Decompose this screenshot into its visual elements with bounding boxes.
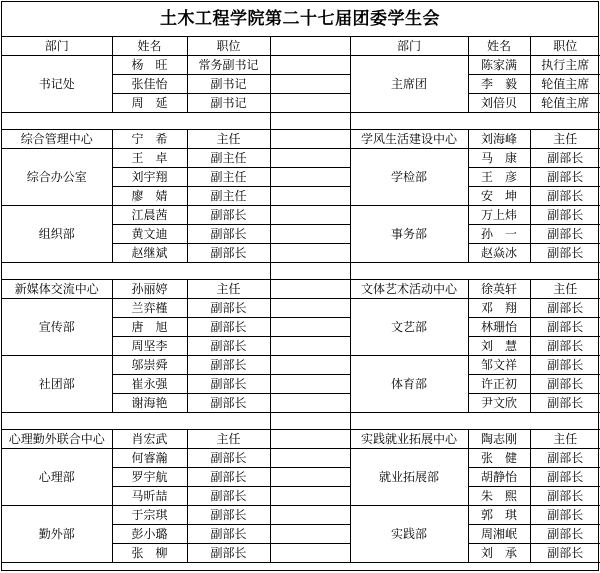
- member-name: 刘倍贝: [468, 94, 530, 113]
- member-name: 何睿瀚: [112, 449, 187, 468]
- column-gap: [270, 149, 350, 168]
- spacer-cell: [2, 413, 270, 430]
- dept-name: 事务部: [350, 206, 468, 263]
- column-gap: [270, 94, 350, 113]
- member-name: 陶志刚: [468, 430, 530, 449]
- member-position: 主任: [187, 130, 270, 149]
- member-name: 张佳怡: [112, 75, 187, 94]
- spacer-cell: [350, 263, 600, 280]
- dept-name: 书记处: [2, 56, 112, 113]
- member-name: 刘海峰: [468, 130, 530, 149]
- column-gap: [270, 375, 350, 394]
- column-gap: [270, 318, 350, 337]
- member-name: 孙丽婷: [112, 280, 187, 299]
- member-name: 崔永强: [112, 375, 187, 394]
- dept-name: 组织部: [2, 206, 112, 263]
- dept-name: 勤外部: [2, 506, 112, 563]
- dept-name: 实践部: [350, 506, 468, 563]
- member-position: 副部长: [187, 225, 270, 244]
- spacer-cell: [350, 113, 600, 130]
- member-position: 常务副书记: [187, 56, 270, 75]
- member-position: 副部长: [530, 449, 600, 468]
- column-gap: [270, 113, 350, 130]
- member-position: 副部长: [530, 375, 600, 394]
- member-position: 副部长: [530, 149, 600, 168]
- member-name: 陈家满: [468, 56, 530, 75]
- member-name: 孙 一: [468, 225, 530, 244]
- header-dept: 部门: [2, 37, 112, 56]
- spacer-cell: [2, 113, 270, 130]
- member-name: 安 坤: [468, 187, 530, 206]
- table-row: [2, 356, 600, 375]
- member-name: 彭小璐: [112, 525, 187, 544]
- roster-sheet: [1, 1, 599, 571]
- column-gap: [270, 75, 350, 94]
- member-name: 张 健: [468, 449, 530, 468]
- column-gap: [270, 487, 350, 506]
- column-gap: [270, 130, 350, 149]
- member-position: 副主任: [187, 187, 270, 206]
- header-row: [2, 37, 600, 56]
- column-gap: [270, 244, 350, 263]
- member-position: 副部长: [530, 394, 600, 413]
- dept-name: 宣传部: [2, 299, 112, 356]
- member-position: 副部长: [187, 356, 270, 375]
- member-name: 唐 旭: [112, 318, 187, 337]
- header-name: 姓名: [112, 37, 187, 56]
- member-position: 副部长: [187, 394, 270, 413]
- member-position: 副部长: [530, 356, 600, 375]
- member-name: 谢海艳: [112, 394, 187, 413]
- member-name: 徐英轩: [468, 280, 530, 299]
- member-name: 许正初: [468, 375, 530, 394]
- member-name: 万上炜: [468, 206, 530, 225]
- member-position: 副部长: [187, 318, 270, 337]
- member-name: 林珊怡: [468, 318, 530, 337]
- spacer-cell: [350, 413, 600, 430]
- column-gap: [270, 37, 350, 56]
- member-position: 副书记: [187, 75, 270, 94]
- member-position: 主任: [187, 430, 270, 449]
- table-row: [2, 449, 600, 468]
- member-position: 副部长: [530, 337, 600, 356]
- member-position: 副部长: [187, 468, 270, 487]
- column-gap: [270, 56, 350, 75]
- member-position: 副部长: [187, 449, 270, 468]
- member-name: 马 康: [468, 149, 530, 168]
- table-row: [2, 280, 600, 299]
- member-name: 周湘岷: [468, 525, 530, 544]
- header-name: 姓名: [468, 37, 530, 56]
- member-name: 尹文欣: [468, 394, 530, 413]
- dept-name: 综合办公室: [2, 149, 112, 206]
- dept-name: 主席团: [350, 56, 468, 113]
- member-name: 郭 琪: [468, 506, 530, 525]
- column-gap: [270, 280, 350, 299]
- member-name: 邹文祥: [468, 356, 530, 375]
- member-position: 执行主席: [530, 56, 600, 75]
- header-position: 职位: [530, 37, 600, 56]
- center-name: 新媒体交流中心: [2, 280, 112, 299]
- column-gap: [270, 394, 350, 413]
- member-name: 廖 婧: [112, 187, 187, 206]
- member-position: 副部长: [187, 544, 270, 563]
- column-gap: [270, 263, 350, 280]
- member-position: 副部长: [530, 544, 600, 563]
- dept-name: 社团部: [2, 356, 112, 413]
- column-gap: [270, 430, 350, 449]
- member-position: 副部长: [530, 206, 600, 225]
- center-name: 文体艺术活动中心: [350, 280, 468, 299]
- center-name: 学风生活建设中心: [350, 130, 468, 149]
- table-row: [2, 56, 600, 75]
- member-position: 副主任: [187, 168, 270, 187]
- dept-name: 学检部: [350, 149, 468, 206]
- roster-table: [2, 37, 600, 563]
- center-name: 心理勤外联合中心: [2, 430, 112, 449]
- member-position: 副部长: [530, 299, 600, 318]
- header-dept: 部门: [350, 37, 468, 56]
- column-gap: [270, 206, 350, 225]
- table-row: [2, 430, 600, 449]
- member-position: 主任: [187, 280, 270, 299]
- column-gap: [270, 225, 350, 244]
- member-name: 刘 承: [468, 544, 530, 563]
- member-name: 宁 希: [112, 130, 187, 149]
- member-name: 马昕喆: [112, 487, 187, 506]
- spacer-cell: [2, 263, 270, 280]
- member-position: 轮值主席: [530, 75, 600, 94]
- member-position: 轮值主席: [530, 94, 600, 113]
- member-name: 邓 翔: [468, 299, 530, 318]
- member-name: 罗宇航: [112, 468, 187, 487]
- spacer-row: [2, 113, 600, 130]
- member-position: 副部长: [187, 375, 270, 394]
- member-name: 邬崇舜: [112, 356, 187, 375]
- member-position: 副部长: [530, 525, 600, 544]
- spacer-row: [2, 413, 600, 430]
- member-position: 副部长: [187, 525, 270, 544]
- column-gap: [270, 356, 350, 375]
- member-position: 副主任: [187, 149, 270, 168]
- member-position: 副部长: [530, 468, 600, 487]
- member-position: 副部长: [187, 337, 270, 356]
- member-name: 周 延: [112, 94, 187, 113]
- member-position: 主任: [530, 130, 600, 149]
- spacer-row: [2, 263, 600, 280]
- member-name: 胡静怡: [468, 468, 530, 487]
- member-position: 主任: [530, 430, 600, 449]
- member-position: 副部长: [530, 225, 600, 244]
- column-gap: [270, 299, 350, 318]
- member-name: 刘 慧: [468, 337, 530, 356]
- member-position: 副部长: [187, 487, 270, 506]
- member-position: 副部长: [530, 244, 600, 263]
- table-row: [2, 149, 600, 168]
- member-name: 王 卓: [112, 149, 187, 168]
- member-position: 副部长: [187, 244, 270, 263]
- member-position: 副部长: [187, 299, 270, 318]
- member-position: 副部长: [530, 506, 600, 525]
- member-name: 周坚李: [112, 337, 187, 356]
- member-name: 江晨茜: [112, 206, 187, 225]
- column-gap: [270, 337, 350, 356]
- column-gap: [270, 413, 350, 430]
- member-position: 副书记: [187, 94, 270, 113]
- member-name: 赵继斌: [112, 244, 187, 263]
- member-name: 于宗琪: [112, 506, 187, 525]
- page-title: 土木工程学院第二十七届团委学生会: [2, 2, 598, 37]
- member-name: 刘宇翔: [112, 168, 187, 187]
- member-name: 杨 旺: [112, 56, 187, 75]
- column-gap: [270, 449, 350, 468]
- member-position: 副部长: [187, 506, 270, 525]
- member-name: 张 柳: [112, 544, 187, 563]
- member-position: 主任: [530, 280, 600, 299]
- table-row: [2, 506, 600, 525]
- member-position: 副部长: [530, 487, 600, 506]
- member-position: 副部长: [530, 168, 600, 187]
- member-name: 赵焱冰: [468, 244, 530, 263]
- column-gap: [270, 506, 350, 525]
- dept-name: 就业拓展部: [350, 449, 468, 506]
- center-name: 实践就业拓展中心: [350, 430, 468, 449]
- table-row: [2, 299, 600, 318]
- member-name: 李 毅: [468, 75, 530, 94]
- dept-name: 文艺部: [350, 299, 468, 356]
- member-name: 兰弈槿: [112, 299, 187, 318]
- member-position: 副部长: [530, 318, 600, 337]
- member-name: 黄文迪: [112, 225, 187, 244]
- column-gap: [270, 168, 350, 187]
- center-name: 综合管理中心: [2, 130, 112, 149]
- member-name: 王 彦: [468, 168, 530, 187]
- member-name: 朱 熙: [468, 487, 530, 506]
- member-position: 副部长: [187, 206, 270, 225]
- column-gap: [270, 187, 350, 206]
- table-row: [2, 130, 600, 149]
- column-gap: [270, 468, 350, 487]
- dept-name: 体育部: [350, 356, 468, 413]
- column-gap: [270, 525, 350, 544]
- header-position: 职位: [187, 37, 270, 56]
- member-position: 副部长: [530, 187, 600, 206]
- column-gap: [270, 544, 350, 563]
- dept-name: 心理部: [2, 449, 112, 506]
- member-name: 肖宏武: [112, 430, 187, 449]
- table-row: [2, 206, 600, 225]
